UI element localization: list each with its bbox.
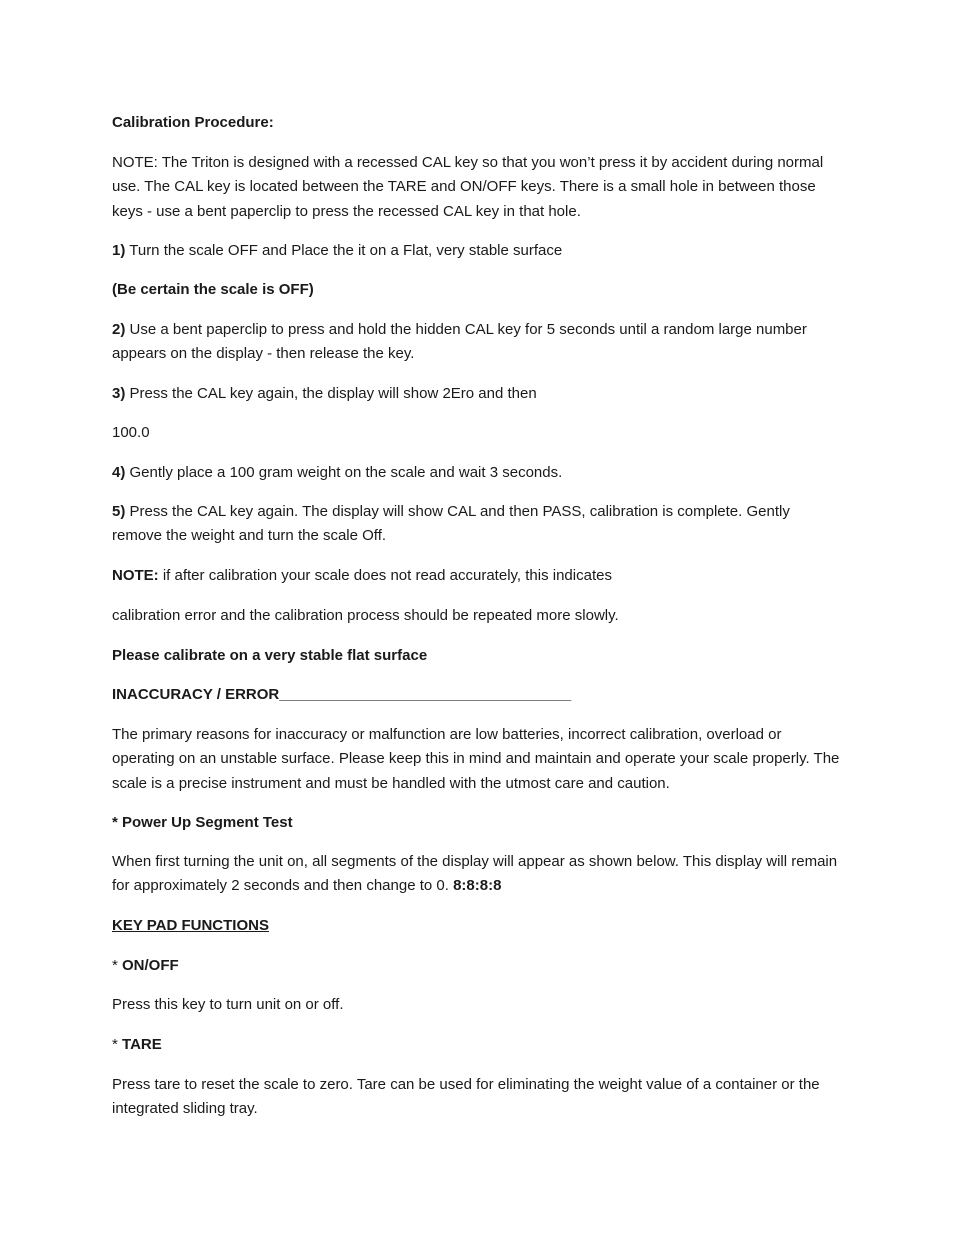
section-title: Calibration Procedure: — [112, 114, 274, 131]
accuracy-note-label: NOTE: — [112, 567, 159, 584]
keypad-functions-heading: KEY PAD FUNCTIONS — [112, 917, 269, 934]
accuracy-note-continued: calibration error and the calibration process should be repeated more slowly. — [112, 607, 619, 624]
stable-surface-note: Please calibrate on a very stable flat surface — [112, 647, 428, 664]
tare-key-heading — [112, 1033, 842, 1057]
step-5-text: Press the CAL key again. The display will show CAL and then PASS, calibration is complete. Gently remove the weight and turn the scale Off. — [112, 503, 790, 545]
step-2-number: 2) — [112, 321, 126, 338]
step-3-value: 100.0 — [112, 424, 150, 441]
segment-test-text: When first turning the unit on, all segments of the display will appear as shown below. This display will remain for approximately 2 seconds and then change to 0. — [112, 853, 838, 895]
step-1-text: Turn the scale OFF and Place the it on a Flat, very stable surface — [125, 242, 563, 259]
onoff-key-label: ON/OFF — [122, 957, 179, 974]
onoff-bullet: * — [112, 957, 123, 974]
accuracy-note — [112, 564, 842, 588]
onoff-key-heading — [112, 954, 842, 978]
step-2 — [112, 318, 842, 367]
step-4 — [112, 461, 842, 485]
segment-test-paragraph — [112, 850, 842, 899]
error-heading: INACCURACY / ERROR___________________________________ — [112, 686, 572, 703]
step-3-number: 3) — [112, 385, 126, 402]
step-1-number: 1) — [112, 242, 126, 259]
tare-key-description: Press tare to reset the scale to zero. Tare can be used for eliminating the weight value of a container or the integrated sliding tray. — [112, 1076, 820, 1118]
accuracy-note-text: if after calibration your scale does not read accurately, this indicates — [158, 567, 612, 584]
step-1-warning: (Be certain the scale is OFF) — [112, 281, 314, 298]
segment-test-heading: * Power Up Segment Test — [112, 814, 293, 831]
tare-key-label: TARE — [122, 1036, 162, 1053]
step-2-text: Use a bent paperclip to press and hold the hidden CAL key for 5 seconds until a random large number appears on the display - then release the key. — [112, 321, 807, 363]
step-5-number: 5) — [112, 503, 126, 520]
segment-display-value: 8:8:8:8 — [453, 877, 502, 895]
step-5 — [112, 500, 842, 549]
step-3-text: Press the CAL key again, the display will show 2Ero and then — [125, 385, 537, 402]
onoff-key-description: Press this key to turn unit on or off. — [112, 996, 344, 1013]
recessed-key-note: NOTE: The Triton is designed with a recessed CAL key so that you won’t press it by accident during normal use. The CAL key is located between the TARE and ON/OFF keys. There is a small hole in between those keys - use a bent paperclip to press the recessed CAL key in that hole. — [112, 154, 824, 220]
step-4-number: 4) — [112, 464, 126, 481]
step-4-text: Gently place a 100 gram weight on the scale and wait 3 seconds. — [125, 464, 563, 481]
step-3 — [112, 382, 842, 406]
step-1 — [112, 239, 842, 263]
tare-bullet: * — [112, 1036, 123, 1053]
error-paragraph: The primary reasons for inaccuracy or malfunction are low batteries, incorrect calibration, overload or operating on an unstable surface. Please keep this in mind and maintain and operate your scale properly. The scale is a precise instrument and must be handled with the utmost care and caution. — [112, 726, 840, 792]
